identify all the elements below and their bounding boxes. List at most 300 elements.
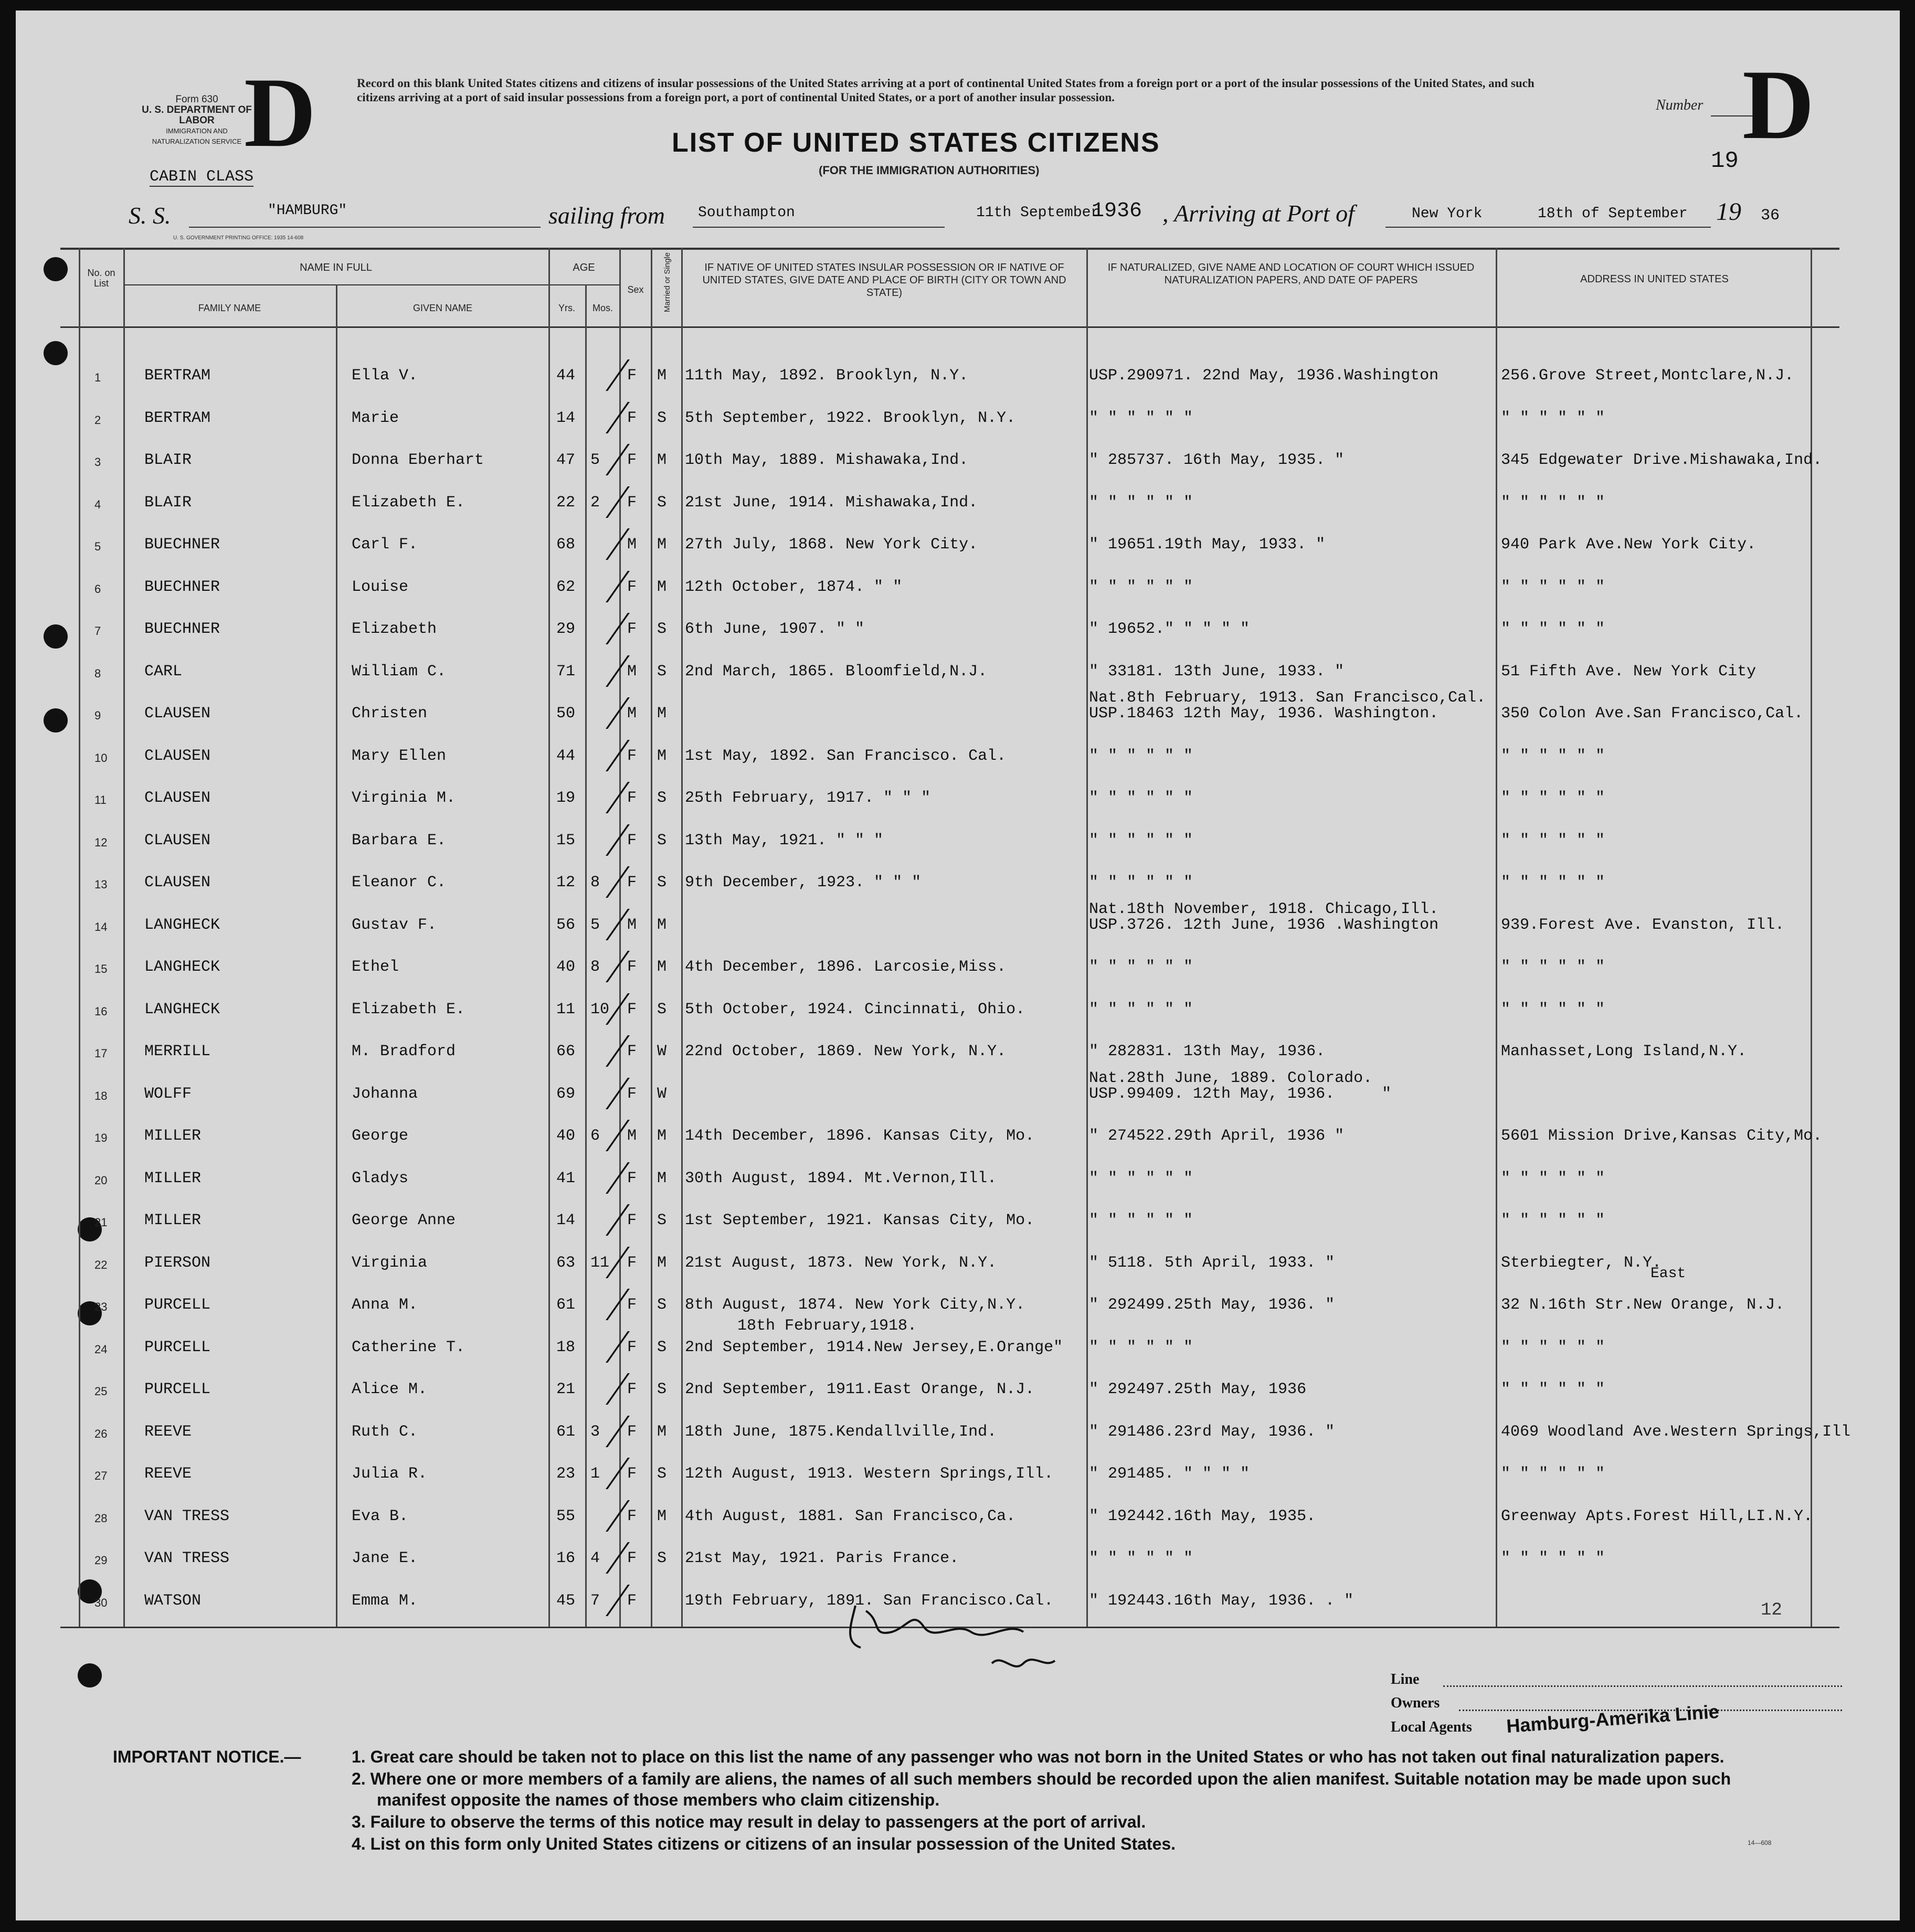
- sex: F: [627, 874, 637, 891]
- address: " " " " " ": [1501, 578, 1605, 596]
- address: " " " " " ": [1501, 874, 1605, 891]
- naturalization-info: " 292499.25th May, 1936. ": [1089, 1296, 1335, 1314]
- arrive-year: 36: [1761, 207, 1780, 225]
- row-number: 25: [94, 1385, 108, 1398]
- address: 939.Forest Ave. Evanston, Ill.: [1501, 916, 1785, 934]
- age-years: 21: [556, 1381, 576, 1398]
- port-to: New York: [1412, 206, 1483, 222]
- age-years: 41: [556, 1169, 576, 1187]
- age-months: 5: [590, 916, 600, 934]
- year-prefix: 19: [1716, 198, 1741, 226]
- birth-info: 5th September, 1922. Brooklyn, N.Y.: [685, 409, 1016, 427]
- marital-status: S: [657, 1338, 667, 1356]
- age-years: 61: [556, 1296, 576, 1314]
- sex: F: [627, 451, 637, 469]
- age-years: 11: [556, 1000, 576, 1018]
- page-subtitle: (FOR THE IMMIGRATION AUTHORITIES): [819, 164, 1040, 177]
- marital-status: W: [657, 1085, 667, 1103]
- row23-address-above: East: [1651, 1266, 1686, 1282]
- address: " " " " " ": [1501, 1549, 1605, 1567]
- given-name: Jane E.: [352, 1549, 418, 1567]
- age-years: 40: [556, 958, 576, 976]
- table-row: [16, 866, 1900, 908]
- row-number: 16: [94, 1004, 108, 1018]
- table-row: [16, 900, 1900, 951]
- address: " " " " " ": [1501, 1000, 1605, 1018]
- age-years: 62: [556, 578, 576, 596]
- manifest-sheet: [16, 10, 1900, 1920]
- row-number: 22: [94, 1258, 108, 1271]
- ss-label: S. S.: [129, 202, 171, 229]
- table-row: [16, 1373, 1900, 1415]
- family-name: WOLFF: [144, 1085, 192, 1103]
- naturalization-info: " " " " " ": [1089, 493, 1193, 512]
- header-birth: IF NATIVE OF UNITED STATES INSULAR POSSESSION OR IF NATIVE OF UNITED STATES, GIVE DATE AND PLACE OF BIRTH (CITY OR TOWN AND STATE): [702, 262, 1066, 299]
- sex: F: [627, 1423, 637, 1441]
- table-row: [16, 1542, 1900, 1584]
- family-name: REEVE: [144, 1465, 192, 1483]
- given-name: William C.: [352, 662, 447, 681]
- naturalization-info: USP.290971. 22nd May, 1936.Washington: [1089, 367, 1439, 385]
- birth-info: 19th February, 1891. San Francisco.Cal.: [685, 1591, 1054, 1610]
- naturalization-info: " " " " " ": [1089, 1212, 1193, 1229]
- sex: F: [627, 493, 637, 512]
- sex: F: [627, 789, 637, 807]
- row-number: 13: [94, 878, 108, 891]
- given-name: Gladys: [352, 1169, 409, 1187]
- table-row: [16, 486, 1900, 528]
- age-months: 5: [590, 451, 600, 469]
- number-label: Number: [1656, 97, 1704, 113]
- sex: F: [627, 1507, 637, 1525]
- signature: [834, 1590, 1086, 1684]
- address: Greenway Apts.Forest Hill,LI.N.Y.: [1501, 1507, 1813, 1525]
- naturalization-info: " " " " " ": [1089, 578, 1193, 596]
- family-name: REEVE: [144, 1423, 192, 1441]
- form-number: Form 630: [175, 94, 218, 105]
- header-sex: Sex: [627, 284, 644, 295]
- family-name: PURCELL: [144, 1381, 211, 1398]
- notice-3: 3. Failure to observe the terms of this notice may result in delay to passengers at the port of arrival.: [352, 1812, 1146, 1831]
- marital-status: S: [657, 1212, 667, 1229]
- row-number: 23: [94, 1300, 108, 1313]
- stamp-number: 12: [1761, 1600, 1782, 1620]
- sex: F: [627, 578, 637, 596]
- given-name: Johanna: [352, 1085, 418, 1103]
- age-years: 47: [556, 451, 576, 469]
- birth-info: 11th May, 1892. Brooklyn, N.Y.: [685, 367, 969, 385]
- address: " " " " " ": [1501, 620, 1605, 638]
- family-name: PURCELL: [144, 1296, 211, 1314]
- sex: F: [627, 1591, 637, 1610]
- agents-label: Local Agents: [1391, 1719, 1472, 1735]
- ship-name: "HAMBURG": [268, 203, 347, 219]
- marital-status: S: [657, 662, 667, 681]
- family-name: BERTRAM: [144, 409, 211, 427]
- age-years: 12: [556, 874, 576, 891]
- given-name: Eleanor C.: [352, 874, 447, 891]
- marital-status: M: [657, 536, 667, 554]
- sex: F: [627, 1549, 637, 1567]
- sex: F: [627, 1169, 637, 1187]
- given-name: Elizabeth E.: [352, 1000, 465, 1018]
- naturalization-info: " " " " " ": [1089, 831, 1193, 850]
- address: " " " " " ": [1501, 1212, 1605, 1229]
- birth-info: 21st May, 1921. Paris France.: [685, 1549, 959, 1567]
- row-number: 10: [94, 751, 108, 765]
- birth-info: 12th August, 1913. Western Springs,Ill.: [685, 1465, 1054, 1483]
- age-years: 18: [556, 1338, 576, 1356]
- naturalization-info: " " " " " ": [1089, 1549, 1193, 1567]
- naturalization-info: " 282831. 13th May, 1936.: [1089, 1043, 1326, 1060]
- row-number: 19: [94, 1131, 108, 1144]
- address: " " " " " ": [1501, 1381, 1605, 1398]
- sex: F: [627, 1338, 637, 1356]
- address: " " " " " ": [1501, 789, 1605, 807]
- age-years: 63: [556, 1254, 576, 1272]
- header-mos: Mos.: [592, 303, 613, 313]
- given-name: Elizabeth E.: [352, 493, 465, 512]
- birth-info: 30th August, 1894. Mt.Vernon,Ill.: [685, 1169, 997, 1187]
- naturalization-info: " " " " " ": [1089, 789, 1193, 807]
- age-years: 55: [556, 1507, 576, 1525]
- table-row: [16, 402, 1900, 444]
- age-years: 45: [556, 1591, 576, 1610]
- family-name: BUECHNER: [144, 536, 220, 554]
- given-name: George: [352, 1127, 409, 1145]
- row-number: 24: [94, 1342, 108, 1356]
- row-number: 29: [94, 1554, 108, 1567]
- naturalization-info: " " " " " ": [1089, 1169, 1193, 1187]
- age-years: 14: [556, 409, 576, 427]
- given-name: Ruth C.: [352, 1423, 418, 1441]
- naturalization-info: Nat.28th June, 1889. Colorado. USP.99409. 12th May, 1936. ": [1089, 1069, 1392, 1103]
- marital-status: M: [657, 367, 667, 385]
- naturalization-info: " 292497.25th May, 1936: [1089, 1381, 1307, 1398]
- table-row: [16, 951, 1900, 993]
- sex: M: [627, 1127, 637, 1145]
- sailing-label: sailing from: [548, 202, 665, 229]
- family-name: LANGHECK: [144, 916, 220, 934]
- given-name: Virginia M.: [352, 789, 456, 807]
- age-months: 3: [590, 1423, 600, 1441]
- address: " " " " " ": [1501, 1169, 1605, 1187]
- address: " " " " " ": [1501, 493, 1605, 512]
- age-years: 15: [556, 831, 576, 850]
- address: " " " " " ": [1501, 409, 1605, 427]
- table-row: [16, 1458, 1900, 1500]
- table-row: [16, 1416, 1900, 1458]
- birth-info: 13th May, 1921. " " ": [685, 831, 884, 850]
- marital-status: M: [657, 1127, 667, 1145]
- sex: F: [627, 1465, 637, 1483]
- port-from: Southampton: [698, 205, 795, 221]
- birth-info: 12th October, 1874. " ": [685, 578, 903, 596]
- birth-info: 9th December, 1923. " " ": [685, 874, 922, 891]
- age-years: 50: [556, 705, 576, 723]
- table-row: [16, 1162, 1900, 1204]
- naturalization-info: " " " " " ": [1089, 1338, 1193, 1356]
- marital-status: M: [657, 1423, 667, 1441]
- department: U. S. DEPARTMENT OF LABOR: [142, 104, 252, 126]
- table-row: [16, 740, 1900, 782]
- owners-label: Owners: [1391, 1695, 1440, 1711]
- row-number: 20: [94, 1173, 108, 1187]
- header-family-name: FAMILY NAME: [198, 303, 261, 313]
- age-years: 22: [556, 493, 576, 512]
- table-row: [16, 1500, 1900, 1542]
- notice-title: IMPORTANT NOTICE.—: [113, 1747, 301, 1766]
- birth-info: 5th October, 1924. Cincinnati, Ohio.: [685, 1000, 1025, 1018]
- row-number: 1: [94, 371, 101, 384]
- sex: F: [627, 409, 637, 427]
- birth-info: 1st May, 1892. San Francisco. Cal.: [685, 747, 1007, 765]
- age-years: 16: [556, 1549, 576, 1567]
- given-name: Virginia: [352, 1254, 428, 1272]
- line-dots: [1443, 1685, 1842, 1687]
- sex: M: [627, 916, 637, 934]
- family-name: LANGHECK: [144, 958, 220, 976]
- given-name: Gustav F.: [352, 916, 437, 934]
- address: 5601 Mission Drive,Kansas City,Mo.: [1501, 1127, 1823, 1145]
- family-name: BLAIR: [144, 451, 192, 469]
- row-number: 14: [94, 920, 108, 933]
- sex: F: [627, 958, 637, 976]
- marital-status: S: [657, 409, 667, 427]
- address: " " " " " ": [1501, 747, 1605, 765]
- sail-date: 11th September: [976, 205, 1100, 221]
- given-name: Barbara E.: [352, 831, 447, 850]
- header-married-label: Married or Single: [663, 252, 672, 313]
- address: " " " " " ": [1501, 1338, 1605, 1356]
- row-number: 30: [94, 1596, 108, 1609]
- age-years: 71: [556, 662, 576, 681]
- notice-1: 1. Great care should be taken not to place on this list the name of any passenger who was not born in the United States or who has not taken out final naturalization papers.: [352, 1747, 1724, 1766]
- age-months: 8: [590, 958, 600, 976]
- given-name: Carl F.: [352, 536, 418, 554]
- age-years: 44: [556, 747, 576, 765]
- marital-status: S: [657, 1000, 667, 1018]
- family-name: BUECHNER: [144, 578, 220, 596]
- marital-status: S: [657, 789, 667, 807]
- table-row: [16, 571, 1900, 613]
- marital-status: M: [657, 747, 667, 765]
- family-name: CLAUSEN: [144, 747, 211, 765]
- table-row: [16, 1069, 1900, 1120]
- age-months: 7: [590, 1591, 600, 1610]
- footer-code: 14—608: [1748, 1839, 1772, 1846]
- table-row: [16, 1289, 1900, 1331]
- age-months: 11: [590, 1254, 610, 1272]
- family-name: MERRILL: [144, 1043, 211, 1060]
- marital-status: S: [657, 1296, 667, 1314]
- family-name: MILLER: [144, 1212, 202, 1229]
- form-letter-right: D: [1742, 50, 1815, 160]
- address: 4069 Woodland Ave.Western Springs,Ill: [1501, 1423, 1851, 1441]
- age-years: 23: [556, 1465, 576, 1483]
- sex: F: [627, 1043, 637, 1060]
- table-row: [16, 1204, 1900, 1246]
- family-name: VAN TRESS: [144, 1549, 230, 1567]
- address: 345 Edgewater Drive.Mishawaka,Ind.: [1501, 451, 1823, 469]
- birth-info: 1st September, 1921. Kansas City, Mo.: [685, 1212, 1035, 1229]
- row-number: 27: [94, 1469, 108, 1482]
- row-number: 5: [94, 540, 101, 553]
- given-name: Alice M.: [352, 1381, 428, 1398]
- form-info: [136, 94, 257, 147]
- table-row: [16, 613, 1900, 655]
- marital-status: S: [657, 1381, 667, 1398]
- naturalization-info: " " " " " ": [1089, 1000, 1193, 1018]
- family-name: LANGHECK: [144, 1000, 220, 1018]
- table-row: [16, 1035, 1900, 1077]
- sex: F: [627, 1085, 637, 1103]
- birth-info: 4th August, 1881. San Francisco,Ca.: [685, 1507, 1016, 1525]
- family-name: CLAUSEN: [144, 874, 211, 891]
- marital-status: S: [657, 1549, 667, 1567]
- given-name: M. Bradford: [352, 1043, 456, 1060]
- row24-correction: 18th February,1918.: [737, 1317, 917, 1335]
- age-years: 19: [556, 789, 576, 807]
- age-years: 29: [556, 620, 576, 638]
- given-name: George Anne: [352, 1212, 456, 1229]
- row-number: 8: [94, 666, 101, 680]
- given-name: Catherine T.: [352, 1338, 465, 1356]
- age-years: 69: [556, 1085, 576, 1103]
- row-number: 17: [94, 1047, 108, 1060]
- table-row: [16, 1331, 1900, 1373]
- row-number: 4: [94, 497, 101, 511]
- birth-info: 25th February, 1917. " " ": [685, 789, 931, 807]
- address: 256.Grove Street,Montclare,N.J.: [1501, 367, 1794, 385]
- printer-line: U. S. GOVERNMENT PRINTING OFFICE: 1935 14-608: [173, 235, 304, 241]
- notice-4: 4. List on this form only United States citizens or citizens of an insular possession of the United States.: [352, 1834, 1176, 1853]
- birth-info: 2nd September, 1911.East Orange, N.J.: [685, 1381, 1035, 1398]
- family-name: WATSON: [144, 1591, 202, 1610]
- naturalization-info: " 274522.29th April, 1936 ": [1089, 1127, 1345, 1145]
- birth-info: 2nd March, 1865. Bloomfield,N.J.: [685, 662, 988, 681]
- sex: F: [627, 1000, 637, 1018]
- naturalization-info: " 291486.23rd May, 1936. ": [1089, 1423, 1335, 1441]
- age-months: 4: [590, 1549, 600, 1567]
- age-years: 68: [556, 536, 576, 554]
- naturalization-info: " 285737. 16th May, 1935. ": [1089, 451, 1345, 469]
- service: IMMIGRATION AND NATURALIZATION SERVICE: [152, 127, 242, 145]
- notice-2-cont: manifest opposite the names of those members who claim citizenship.: [377, 1790, 940, 1809]
- birth-info: 4th December, 1896. Larcosie,Miss.: [685, 958, 1007, 976]
- sex: F: [627, 1381, 637, 1398]
- address: " " " " " ": [1501, 831, 1605, 850]
- address: " " " " " ": [1501, 1465, 1605, 1483]
- marital-status: M: [657, 916, 667, 934]
- line-label: Line: [1391, 1671, 1420, 1687]
- age-years: 56: [556, 916, 576, 934]
- age-years: 44: [556, 367, 576, 385]
- table-row: [16, 824, 1900, 866]
- table-row: [16, 1247, 1900, 1289]
- naturalization-info: " " " " " ": [1089, 409, 1193, 427]
- sex: F: [627, 1254, 637, 1272]
- given-name: Ella V.: [352, 367, 418, 385]
- arriving-label: , Arriving at Port of: [1162, 200, 1355, 227]
- marital-status: M: [657, 1507, 667, 1525]
- row-number: 18: [94, 1089, 108, 1102]
- family-name: MILLER: [144, 1127, 202, 1145]
- birth-info: 6th June, 1907. " ": [685, 620, 865, 638]
- naturalization-info: " " " " " ": [1089, 747, 1193, 765]
- birth-info: 18th June, 1875.Kendallville,Ind.: [685, 1423, 997, 1441]
- table-header-rule: [60, 326, 1839, 328]
- sex: M: [627, 705, 637, 723]
- address: 940 Park Ave.New York City.: [1501, 536, 1757, 554]
- family-name: PIERSON: [144, 1254, 211, 1272]
- family-name: CLAUSEN: [144, 705, 211, 723]
- header-yrs: Yrs.: [558, 303, 575, 313]
- birth-info: 22nd October, 1869. New York, N.Y.: [685, 1043, 1007, 1060]
- given-name: Donna Eberhart: [352, 451, 484, 469]
- instructions: Record on this blank United States citizens and citizens of insular possessions of the United States arriving at a port of continental United States from a foreign port or a port of the insular possessions of the United States, and such citizens arriving at a port of said insular possessions from a foreign port, a port of continental United States, or a port of another insular possession.: [357, 77, 1535, 104]
- header-age: AGE: [573, 262, 595, 273]
- page-number: 19: [1711, 148, 1739, 174]
- family-name: CLAUSEN: [144, 789, 211, 807]
- naturalization-info: Nat.18th November, 1918. Chicago,Ill. USP.3726. 12th June, 1936 .Washington: [1089, 900, 1439, 934]
- birth-info: 14th December, 1896. Kansas City, Mo.: [685, 1127, 1035, 1145]
- port-from-underline: [693, 227, 945, 228]
- row-number: 21: [94, 1216, 108, 1229]
- row-number: 15: [94, 962, 108, 975]
- header-given-name: GIVEN NAME: [412, 303, 473, 313]
- row-number: 12: [94, 835, 108, 849]
- marital-status: M: [657, 958, 667, 976]
- agents-stamp: Hamburg-Amerika Linie: [1506, 1700, 1720, 1737]
- header-naturalized: IF NATURALIZED, GIVE NAME AND LOCATION OF COURT WHICH ISSUED NATURALIZATION PAPERS, AND DATE OF PAPERS: [1107, 262, 1475, 286]
- birth-info: 21st August, 1873. New York, N.Y.: [685, 1254, 997, 1272]
- naturalization-info: Nat.8th February, 1913. San Francisco,Cal. USP.18463 12th May, 1936. Washington.: [1089, 689, 1486, 723]
- age-years: 40: [556, 1127, 576, 1145]
- notice-2: 2. Where one or more members of a family are aliens, the names of all such members should be recorded upon the alien manifest. Suitable notation may be made upon such: [352, 1769, 1731, 1788]
- naturalization-info: " " " " " ": [1089, 874, 1193, 891]
- table-row: [16, 993, 1900, 1035]
- family-name: BUECHNER: [144, 620, 220, 638]
- family-name: BLAIR: [144, 493, 192, 512]
- table-row: [16, 359, 1900, 401]
- marital-status: M: [657, 1254, 667, 1272]
- table-row: [16, 528, 1900, 570]
- sex: F: [627, 620, 637, 638]
- sex: F: [627, 747, 637, 765]
- naturalization-info: " 192443.16th May, 1936. . ": [1089, 1591, 1354, 1610]
- family-name: BERTRAM: [144, 367, 211, 385]
- punch-hole: [78, 1663, 102, 1687]
- age-years: 66: [556, 1043, 576, 1060]
- table-top-rule: [60, 248, 1839, 250]
- naturalization-info: " " " " " ": [1089, 958, 1193, 976]
- page-title: LIST OF UNITED STATES CITIZENS: [672, 128, 1160, 158]
- age-months: 1: [590, 1465, 600, 1483]
- header-address: ADDRESS IN UNITED STATES: [1580, 273, 1729, 285]
- row-number: 26: [94, 1427, 108, 1440]
- age-months: 2: [590, 493, 600, 512]
- birth-info: 2nd September, 1914.New Jersey,E.Orange": [685, 1338, 1063, 1356]
- marital-status: M: [657, 705, 667, 723]
- naturalization-info: " 19651.19th May, 1933. ": [1089, 536, 1326, 554]
- naturalization-info: " 19652." " " " ": [1089, 620, 1250, 638]
- given-name: Emma M.: [352, 1591, 418, 1610]
- row-number: 11: [94, 793, 107, 806]
- row-number: 3: [94, 455, 101, 469]
- table-row: [16, 655, 1900, 697]
- row-number: 7: [94, 624, 101, 638]
